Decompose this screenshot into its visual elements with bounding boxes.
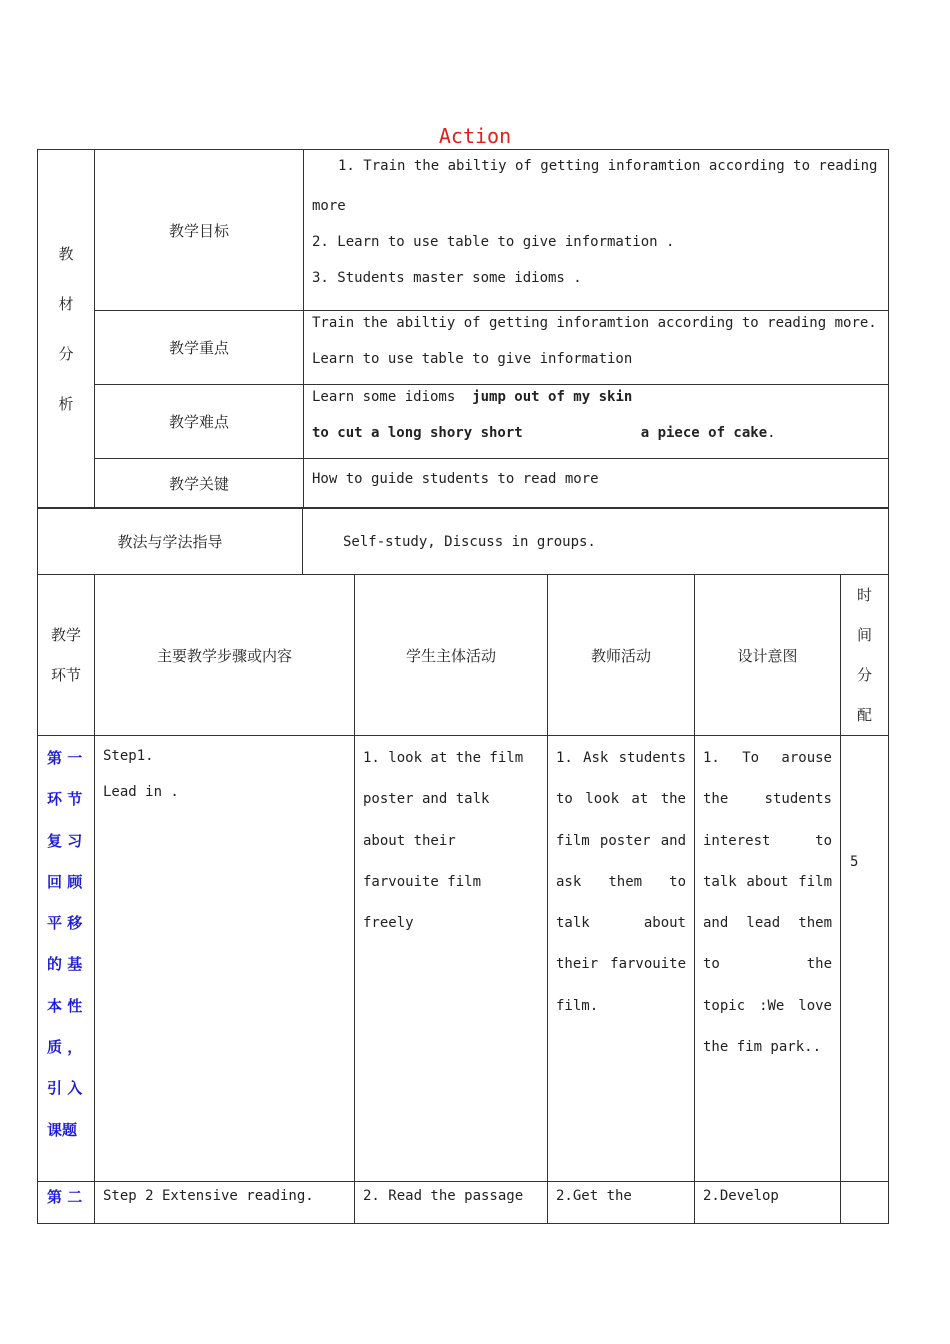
method-label: 教法与学法指导 — [38, 509, 303, 575]
row1-student: 1. look at the film poster and talk about their farvouite film freely — [355, 736, 548, 1182]
material-analysis-table — [37, 149, 889, 508]
idiom-jump-out: jump out of my skin — [472, 389, 633, 405]
row1-teacher: 1. Ask students to look at the film poster and ask them to talk about their farvouite film. — [548, 736, 695, 1182]
key-label: 教学关键 — [95, 459, 304, 508]
idiom-piece-of-cake: a piece of cake — [640, 425, 768, 441]
row2-stage: 第 二 — [38, 1182, 95, 1224]
header-student: 学生主体活动 — [355, 575, 548, 736]
row1-steps: Step1. Lead in . — [95, 736, 355, 1182]
difficulties-label: 教学难点 — [95, 385, 304, 459]
header-time: 时 间 分 配 — [841, 575, 889, 736]
key-points-label: 教学重点 — [95, 311, 304, 385]
row2-student: 2. Read the passage — [355, 1182, 548, 1224]
row1-intent: 1. To arouse the students interest to talk about film and lead them to the topic :We love the fim park.. — [695, 736, 841, 1182]
row2-time — [841, 1182, 889, 1224]
difficulties-content: Learn some idioms jump out of my skin to cut a long shory short a piece of cake. — [304, 385, 889, 459]
document-title: Action — [438, 124, 512, 148]
row1-time: 5 — [841, 736, 889, 1182]
idiom-cut-short: to cut a long shory short — [312, 425, 523, 441]
process-table — [37, 574, 889, 1224]
row2-intent: 2.Develop — [695, 1182, 841, 1224]
header-stage: 教学 环节 — [38, 575, 95, 736]
row2-teacher: 2.Get the — [548, 1182, 695, 1224]
key-points-content: Train the abiltiy of getting inforamtion according to reading more. Learn to use table to give information — [304, 311, 889, 385]
objectives-label: 教学目标 — [95, 150, 304, 311]
row2-steps: Step 2 Extensive reading. — [95, 1182, 355, 1224]
key-content: How to guide students to read more — [304, 459, 889, 508]
row1-stage: 第 一 环 节 复 习 回 顾 平 移 的 基 本 性 质 ， 引 入 课题 — [38, 736, 95, 1182]
header-steps: 主要教学步骤或内容 — [95, 575, 355, 736]
material-analysis-label: 教 材 分 析 — [38, 150, 95, 508]
header-intent: 设计意图 — [695, 575, 841, 736]
method-table — [37, 508, 889, 575]
objectives-content: 1. Train the abiltiy of getting inforamtion according to reading more 2. Learn to use table to give information . 3. Students master some idioms . — [304, 150, 889, 311]
header-teacher: 教师活动 — [548, 575, 695, 736]
method-content: Self-study, Discuss in groups. — [303, 509, 889, 575]
